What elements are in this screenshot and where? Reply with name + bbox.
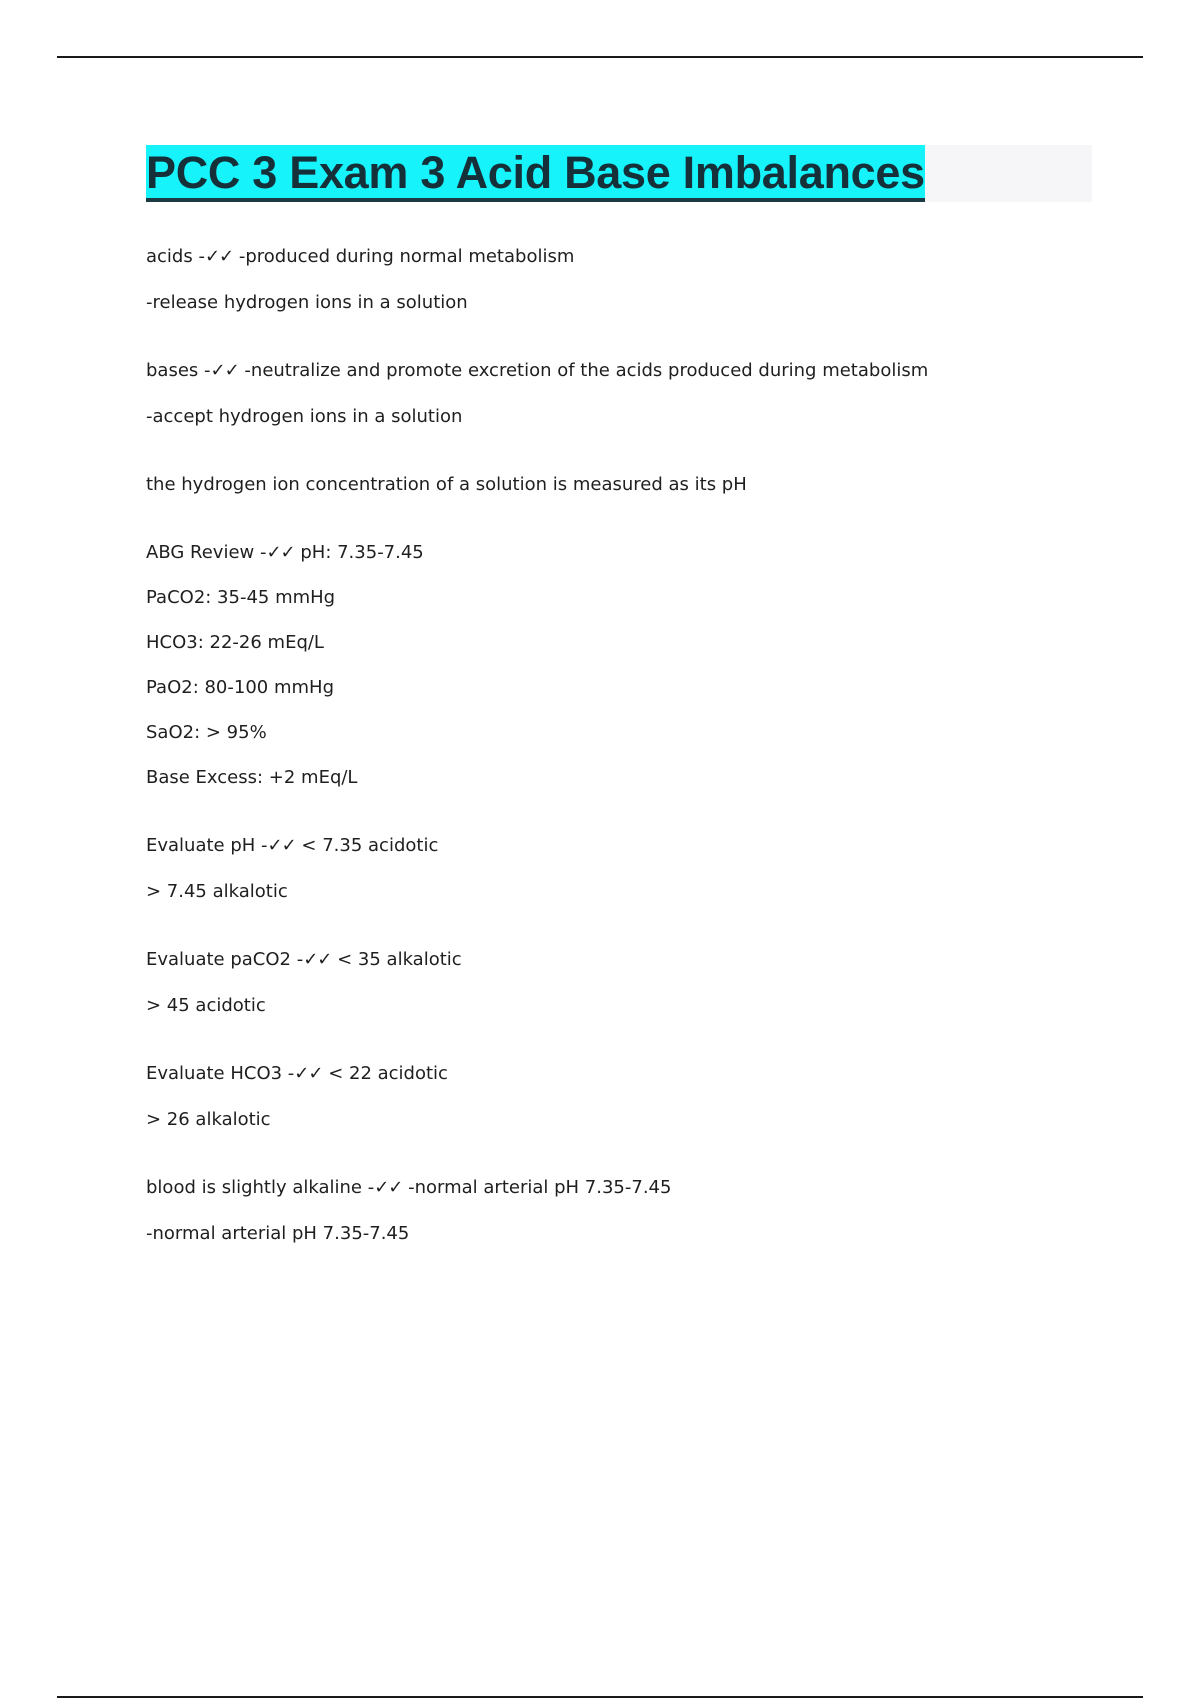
entry-first-line <box>146 835 1146 857</box>
title-block <box>146 145 1092 202</box>
entry-first-line <box>146 542 1146 564</box>
entry-bases <box>146 360 1146 428</box>
entry-term: acids - <box>146 246 205 267</box>
entry-first-line <box>146 1177 1146 1199</box>
entry-definition: -normal arterial pH 7.35-7.45 <box>402 1177 672 1198</box>
check-mark-icon: ✓✓ <box>266 542 295 563</box>
entry-term: blood is slightly alkaline - <box>146 1177 375 1198</box>
check-mark-icon: ✓✓ <box>210 360 239 381</box>
entry-line: -normal arterial pH 7.35-7.45 <box>146 1223 410 1244</box>
entry-definition: < 35 alkalotic <box>331 949 462 970</box>
check-mark-icon: ✓✓ <box>267 835 296 856</box>
entry-term: Evaluate paCO2 - <box>146 949 304 970</box>
entry-line: > 45 acidotic <box>146 995 266 1016</box>
page-title: PCC 3 Exam 3 Acid Base Imbalances <box>146 145 925 202</box>
bottom-rule <box>57 1696 1143 1698</box>
entry-term: bases - <box>146 360 211 381</box>
check-mark-icon: ✓✓ <box>374 1177 403 1198</box>
document-body <box>146 246 1146 1291</box>
entry-first-line <box>146 1063 1146 1085</box>
entry-text: the hydrogen ion concentration of a solution is measured as its pH <box>146 474 747 495</box>
entry-ph-statement <box>146 474 1146 496</box>
entry-line: PaCO2: 35-45 mmHg <box>146 587 336 608</box>
entry-term: Evaluate HCO3 - <box>146 1063 295 1084</box>
entry-term: Evaluate pH - <box>146 835 268 856</box>
entry-definition: -produced during normal metabolism <box>233 246 575 267</box>
entry-evaluate-paco2 <box>146 949 1146 1017</box>
check-mark-icon: ✓✓ <box>204 246 234 267</box>
entry-line: -release hydrogen ions in a solution <box>146 292 468 313</box>
entry-line: > 7.45 alkalotic <box>146 881 288 902</box>
entry-line: HCO3: 22-26 mEq/L <box>146 632 324 653</box>
entry-evaluate-ph <box>146 835 1146 903</box>
top-rule <box>57 56 1143 58</box>
entry-first-line <box>146 246 1146 268</box>
entry-blood-alkaline <box>146 1177 1146 1245</box>
entry-line: PaO2: 80-100 mmHg <box>146 677 334 698</box>
entry-line: SaO2: > 95% <box>146 722 267 743</box>
entry-line: > 26 alkalotic <box>146 1109 271 1130</box>
entry-evaluate-hco3 <box>146 1063 1146 1131</box>
entry-line: -accept hydrogen ions in a solution <box>146 406 463 427</box>
entry-first-line <box>146 360 1146 382</box>
entry-definition: -neutralize and promote excretion of the acids produced during metabolism <box>238 360 929 381</box>
check-mark-icon: ✓✓ <box>303 949 332 970</box>
entry-line: Base Excess: +2 mEq/L <box>146 767 358 788</box>
entry-abg-review <box>146 542 1146 789</box>
entry-first-line <box>146 949 1146 971</box>
check-mark-icon: ✓✓ <box>294 1063 323 1084</box>
entry-definition: pH: 7.35-7.45 <box>294 542 424 563</box>
entry-term: ABG Review - <box>146 542 267 563</box>
entry-definition: < 22 acidotic <box>322 1063 448 1084</box>
entry-acids <box>146 246 1146 314</box>
entry-definition: < 7.35 acidotic <box>295 835 439 856</box>
